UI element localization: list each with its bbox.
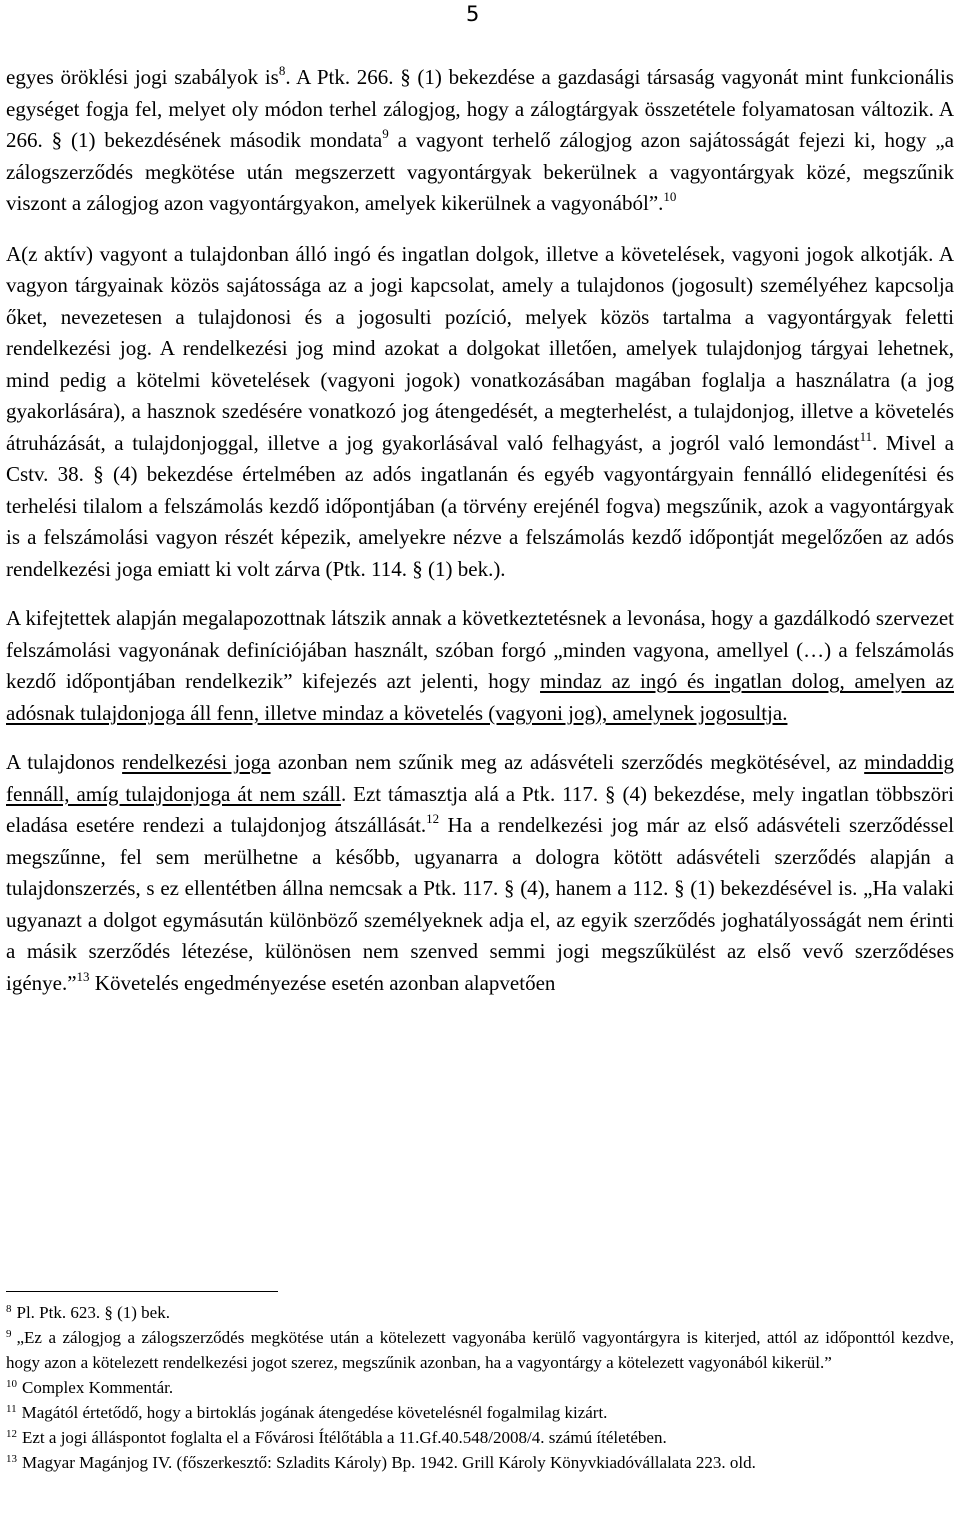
footnote-ref-11: 11 bbox=[859, 428, 873, 444]
footnotes bbox=[6, 1300, 954, 1475]
paragraph-text: A(z aktív) vagyont a tulajdonban álló ingó és ingatlan dolgok, illetve a követelések, vagyoni jogok alkotják. A vagyon tárgyainak közös sajátossága az a jogi kapcsolat, amely a tulajdonos (jogosult) személyéhez kapcsolja őket, nevezetesen a tulajdonosi és a jogosulti pozíció, melyek közös tartalma a vagyontárgyak feletti rendelkezési jog. A rendelkezési jog mind azokat a dolgokat illetően, amelyek tulajdonjog tárgyai lehetnek, mind pedig a kötelmi követelések (vagyoni jogok) vonatkozásában magában foglalja a használatra (a jog gyakorlására), a hasznok szedésére vonatkozó jog átengedését, a megterhelést, a tulajdonjog, illetve a követelés átruházását, a tulajdonjoggal, illetve a jog gyakorlásával való felhagyást, a jogról való lemondást bbox=[6, 241, 954, 455]
footnote-text: „Ez a zálogjog a zálogszerződés megkötése után a kötelezett vagyonába kerülő vagyontárgyra is kiterjed, attól az időponttól kezdve, hogy azon a kötelezett rendelkezési jogot szerez, megszűnik azonban, ha a vagyontárgy a kötelezett vagyonából kikerül.” bbox=[6, 1328, 954, 1372]
footnote bbox=[6, 1425, 954, 1450]
footnote-ref-8: 8 bbox=[278, 63, 286, 78]
footnote-number: 8 bbox=[6, 1303, 12, 1315]
paragraph-1 bbox=[6, 62, 954, 220]
underlined-text: mindaddig fennáll, amíg tulajdonjoga át nem száll bbox=[6, 750, 954, 806]
footnote-ref-12: 12 bbox=[426, 811, 440, 826]
footnote bbox=[6, 1400, 954, 1425]
paragraph-text: . A Ptk. 266. § (1) bekezdése a gazdasági társaság vagyonát mint funkcionális egységet fogja fel, melyet oly módon terhel zálogjog, hogy a zálogtárgyak összetétele folyamatosan változik. A 266. § (1) bekezdésének második mondata bbox=[6, 65, 954, 152]
document-body bbox=[6, 62, 954, 999]
footnote-ref-13: 13 bbox=[76, 968, 90, 984]
underlined-text: rendelkezési joga bbox=[122, 750, 271, 774]
footnote-text: Complex Kommentár. bbox=[22, 1378, 174, 1397]
footnote-divider bbox=[6, 1291, 278, 1292]
paragraph-text: . Ezt támasztja alá a Ptk. 117. § (4) bekezdése, mely ingatlan többszöri eladása esetére rendezi a tulajdonjog átszállását. bbox=[6, 781, 954, 837]
underlined-text: mindaz az ingó és ingatlan dolog, amelyen az adósnak tulajdonjoga áll fenn, illetve mindaz a követelés (vagyoni jog), amelynek jogosultja. bbox=[6, 669, 954, 725]
paragraph-3 bbox=[6, 603, 954, 729]
footnote-number: 12 bbox=[6, 1428, 17, 1440]
paragraph-text: Ha a rendelkezési jog már az első adásvételi szerződéssel megszűnne, fel sem merülhetne a később, ugyanarra a dologra kötött adásvételi szerződés alapján a tulajdonszerzés, s ez ellentétben állna nemcsak a Ptk. 117. § (4), hanem a 112. § (1) bekezdésével is. „Ha valaki ugyanazt a dolgot egymásután különböző személyeknek adja el, az egyik szerződés joghatályosságát nem érinti a másik szerződés létezése, különösen nem szenved semmi jogi megszűkülést az első vevő szerződéses igénye.” bbox=[6, 813, 954, 995]
paragraph-text: Követelés engedményezése esetén azonban alapvetően bbox=[89, 970, 556, 995]
footnote-text: Ezt a jogi álláspontot foglalta el a Fővárosi Ítélőtábla a 11.Gf.40.548/2008/4. számú ítéletében. bbox=[22, 1428, 667, 1447]
page-number: 5 bbox=[466, 2, 480, 26]
footnote-number: 9 bbox=[6, 1328, 12, 1340]
paragraph-text: A kifejtettek alapján megalapozottnak látszik annak a következtetésnek a levonása, hogy a gazdálkodó szervezet felszámolási vagyonának definíciójában használt, szóban forgó „minden vagyona, amellyel (…) a felszámolás kezdő időpontjában rendelkezik” kifejezés azt jelenti, hogy bbox=[6, 606, 954, 693]
paragraph-text: A tulajdonos bbox=[6, 750, 123, 774]
footnote bbox=[6, 1325, 954, 1375]
paragraph-text: . Mivel a Cstv. 38. § (4) bekezdése értelmében az adós ingatlanán és egyéb vagyontárgyain fennálló elidegenítési és terhelési tilalom a felszámolás kezdő időpontjában (a törvény erejénél fogva) megszűnik, azok a vagyontárgyak is a felszámolási vagyon részét képezik, amelyekre nézve a felszámolás kezdő időpontját megelőzően az adós rendelkezési joga emiatt ki volt zárva (Ptk. 114. § (1) bek.). bbox=[6, 430, 955, 581]
paragraph-4 bbox=[6, 747, 954, 999]
footnote bbox=[6, 1375, 954, 1400]
footnote-number: 11 bbox=[6, 1403, 17, 1415]
footnote-number: 10 bbox=[6, 1378, 17, 1390]
footnote bbox=[6, 1300, 954, 1325]
paragraph-text: a vagyont terhelő zálogjog azon sajátosságát fejezi ki, hogy „a zálogszerződés megkötése után megszerzett vagyontárgyak bekerülnek a vagyontárgyak közé, megszűnik viszont a zálogjog azon vagyontárgyakon, amelyek kikerülnek a vagyonából”. bbox=[6, 128, 955, 215]
paragraph-2 bbox=[6, 239, 954, 586]
footnote-text: Magától értetődő, hogy a birtoklás jogának átengedése követelésnél fogalmilag kizárt. bbox=[21, 1403, 608, 1422]
footnote-ref-9: 9 bbox=[382, 126, 389, 141]
paragraph-text: egyes öröklési jogi szabályok is bbox=[6, 65, 279, 89]
footnote-text: Magyar Magánjog IV. (főszerkesztő: Szladits Károly) Bp. 1942. Grill Károly Könyvkiadóvállalata 223. old. bbox=[22, 1453, 756, 1472]
footnote-text: Pl. Ptk. 623. § (1) bek. bbox=[16, 1303, 170, 1322]
footnote-number: 13 bbox=[6, 1453, 17, 1465]
footnote-ref-10: 10 bbox=[663, 189, 677, 204]
footnote bbox=[6, 1450, 954, 1475]
paragraph-text: azonban nem szűnik meg az adásvételi szerződés megkötésével, az bbox=[270, 750, 865, 774]
